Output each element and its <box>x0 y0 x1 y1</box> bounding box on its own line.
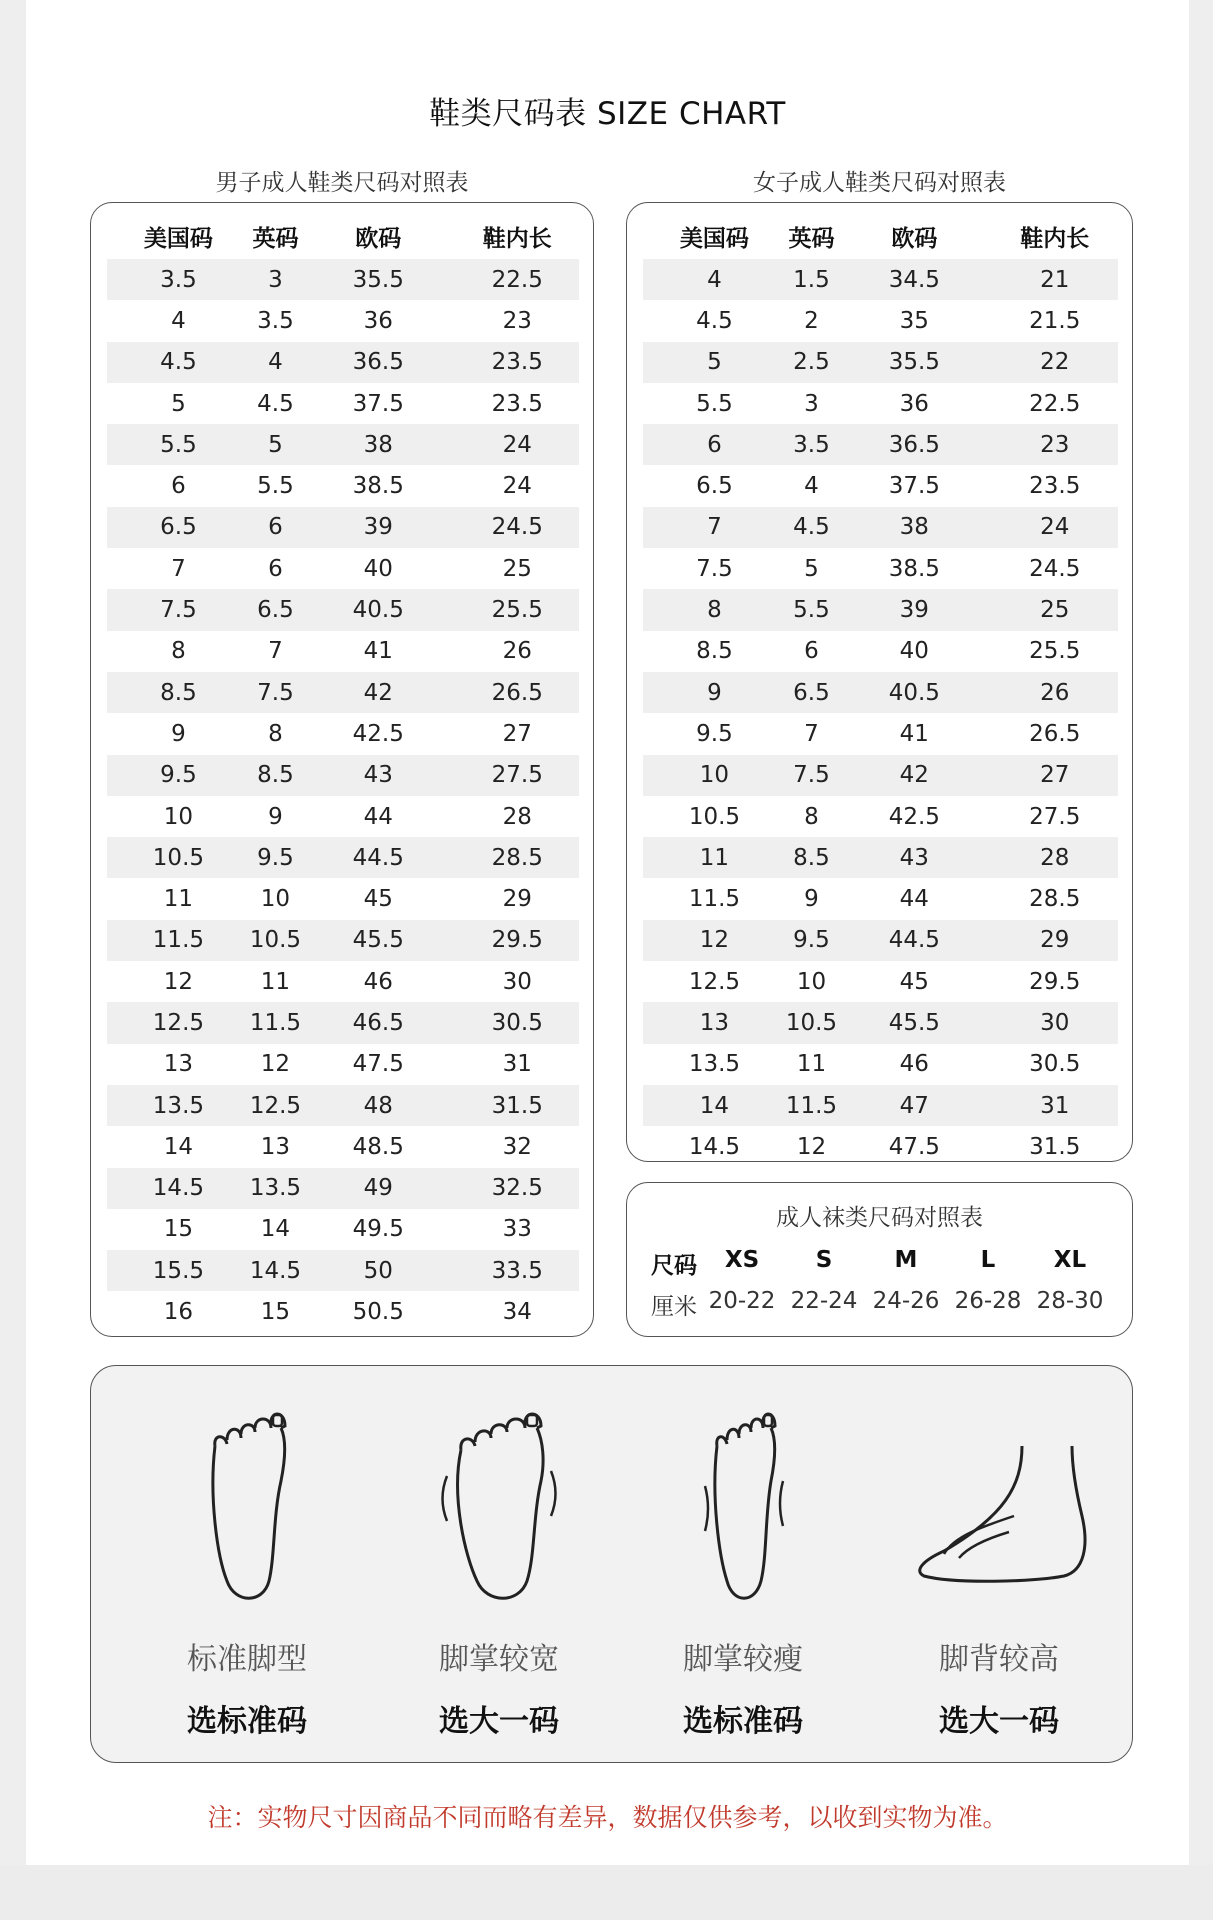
table-cell: 2 <box>804 307 819 334</box>
table-row <box>107 507 579 548</box>
socks-table-title: 成人袜类尺码对照表 <box>776 1205 983 1231</box>
table-cell: 5 <box>171 390 186 417</box>
table-row <box>643 259 1118 300</box>
table-cell: 30 <box>502 968 532 995</box>
table-cell: 11.5 <box>107 920 250 961</box>
foot-advice-label: 选标准码 <box>187 1704 307 1739</box>
disclaimer-note: 注：实物尺寸因商品不同而略有差异，数据仅供参考，以收到实物为准。 <box>207 1803 1008 1832</box>
socks-cm: 20-22 <box>708 1288 776 1314</box>
table-row <box>107 1209 579 1250</box>
table-cell: 34 <box>502 1299 532 1326</box>
table-cell: 6 <box>171 473 186 500</box>
table-cell: 6.5 <box>696 473 733 500</box>
table-cell: 7 <box>643 507 786 548</box>
table-cell: 26 <box>502 638 532 665</box>
table-cell: 29.5 <box>455 920 579 961</box>
table-cell: 23 <box>502 307 532 334</box>
table-cell: 40.5 <box>837 672 991 713</box>
table-cell: 34.5 <box>837 259 991 300</box>
table-cell: 13.5 <box>688 1051 741 1078</box>
table-cell: 2.5 <box>786 342 837 383</box>
table-row <box>643 713 1118 754</box>
table-cell: 7.5 <box>250 672 301 713</box>
table-cell: 39 <box>301 507 455 548</box>
table-row <box>643 961 1118 1002</box>
table-cell: 26.5 <box>1029 720 1081 747</box>
table-cell: 27.5 <box>1029 803 1081 830</box>
table-row <box>107 1044 579 1085</box>
table-row <box>643 1085 1118 1126</box>
table-cell: 28 <box>502 803 532 830</box>
table-cell: 1.5 <box>786 259 837 300</box>
table-cell: 8 <box>643 589 786 630</box>
table-cell: 29 <box>992 920 1118 961</box>
table-row <box>643 548 1118 589</box>
table-cell: 50.5 <box>352 1299 404 1326</box>
table-cell: 23.5 <box>455 342 579 383</box>
table-cell: 25.5 <box>455 589 579 630</box>
table-cell: 8.5 <box>786 837 837 878</box>
men-size-table <box>107 213 579 1333</box>
table-cell: 6 <box>268 555 283 582</box>
table-row <box>107 1291 579 1332</box>
table-cell: 31.5 <box>455 1085 579 1126</box>
table-cell: 14.5 <box>250 1250 301 1291</box>
table-cell: 38 <box>301 424 455 465</box>
table-cell: 3.5 <box>107 259 250 300</box>
table-cell: 11.5 <box>250 1002 301 1043</box>
table-cell: 12.5 <box>250 1085 301 1126</box>
table-cell: 10.5 <box>786 1002 837 1043</box>
table-cell: 13 <box>260 1133 291 1160</box>
table-cell: 36.5 <box>837 424 991 465</box>
table-cell: 9 <box>171 720 186 747</box>
table-cell: 4.5 <box>786 507 837 548</box>
foot-shape-guide <box>90 1365 1133 1763</box>
table-cell: 9.5 <box>107 755 250 796</box>
table-cell: 29 <box>502 886 532 913</box>
table-cell: 8.5 <box>696 638 733 665</box>
table-cell: 14.5 <box>107 1168 250 1209</box>
table-row <box>107 259 579 300</box>
foot-type-label: 标准脚型 <box>187 1642 307 1677</box>
table-cell: 10 <box>260 886 291 913</box>
table-cell: 43 <box>837 837 991 878</box>
men-panel <box>90 202 594 1337</box>
women-header-us: 美国码 <box>679 225 749 252</box>
socks-size: S <box>815 1247 833 1273</box>
table-row <box>107 878 579 919</box>
table-row <box>107 589 579 630</box>
table-cell: 16 <box>163 1299 194 1326</box>
left-margin <box>0 0 26 1920</box>
table-row <box>107 796 579 837</box>
size-chart-page <box>26 0 1189 1865</box>
table-cell: 37.5 <box>888 473 940 500</box>
table-cell: 12 <box>163 968 194 995</box>
table-cell: 6 <box>643 424 786 465</box>
table-cell: 13.5 <box>107 1085 250 1126</box>
table-cell: 7 <box>268 638 283 665</box>
table-cell: 41 <box>899 720 929 747</box>
table-row <box>643 1126 1118 1167</box>
table-cell: 42 <box>837 755 991 796</box>
table-row <box>643 424 1118 465</box>
table-cell: 40.5 <box>301 589 455 630</box>
narrow-foot-icon <box>683 1406 803 1606</box>
table-cell: 24 <box>992 507 1118 548</box>
table-cell: 3 <box>250 259 301 300</box>
table-row <box>107 755 579 796</box>
table-cell: 44.5 <box>837 920 991 961</box>
women-header-eu: 欧码 <box>891 225 938 252</box>
table-cell: 10 <box>643 755 786 796</box>
table-cell: 6.5 <box>107 507 250 548</box>
table-cell: 15 <box>163 1216 194 1243</box>
table-cell: 50 <box>301 1250 455 1291</box>
table-cell: 23.5 <box>1029 473 1081 500</box>
table-cell: 22 <box>992 342 1118 383</box>
table-cell: 40 <box>363 555 393 582</box>
table-cell: 44 <box>899 886 929 913</box>
table-cell: 23.5 <box>491 390 543 417</box>
table-cell: 7.5 <box>786 755 837 796</box>
women-header-uk: 英码 <box>788 225 835 252</box>
table-cell: 8 <box>804 803 819 830</box>
table-row <box>107 631 579 672</box>
bottom-strip <box>0 1865 1213 1920</box>
table-cell: 42.5 <box>352 720 404 747</box>
table-cell: 30.5 <box>455 1002 579 1043</box>
table-cell: 36 <box>899 390 929 417</box>
table-cell: 4 <box>804 473 819 500</box>
table-row <box>107 342 579 383</box>
table-row <box>643 589 1118 630</box>
table-row <box>107 300 579 341</box>
table-cell: 33.5 <box>455 1250 579 1291</box>
table-cell: 45.5 <box>301 920 455 961</box>
table-row <box>643 837 1118 878</box>
table-cell: 6 <box>804 638 819 665</box>
foot-narrow <box>643 1406 843 1740</box>
table-row <box>643 507 1118 548</box>
table-cell: 12 <box>260 1051 291 1078</box>
socks-cm: 28-30 <box>1036 1288 1104 1314</box>
table-cell: 11.5 <box>786 1085 837 1126</box>
table-cell: 42.5 <box>888 803 940 830</box>
table-cell: 47 <box>837 1085 991 1126</box>
table-cell: 9 <box>268 803 283 830</box>
table-cell: 13 <box>163 1051 194 1078</box>
table-cell: 28.5 <box>1029 886 1081 913</box>
table-cell: 13 <box>643 1002 786 1043</box>
table-cell: 12.5 <box>107 1002 250 1043</box>
table-row <box>107 920 579 961</box>
women-header-length: 鞋内长 <box>1020 225 1090 252</box>
table-cell: 5 <box>804 555 819 582</box>
socks-cm-row <box>651 1288 1111 1321</box>
table-cell: 6.5 <box>250 589 301 630</box>
table-row <box>643 342 1118 383</box>
table-row <box>107 1250 579 1291</box>
table-row <box>643 672 1118 713</box>
table-cell: 9.5 <box>786 920 837 961</box>
table-row <box>643 878 1118 919</box>
table-cell: 31 <box>992 1085 1118 1126</box>
table-cell: 36 <box>363 307 393 334</box>
table-cell: 48 <box>301 1085 455 1126</box>
table-cell: 8.5 <box>107 672 250 713</box>
table-cell: 36.5 <box>301 342 455 383</box>
table-cell: 31.5 <box>1029 1133 1081 1160</box>
table-cell: 3.5 <box>786 424 837 465</box>
table-cell: 13.5 <box>250 1168 301 1209</box>
table-row <box>107 424 579 465</box>
table-cell: 26.5 <box>455 672 579 713</box>
table-row <box>643 300 1118 341</box>
table-row <box>643 631 1118 672</box>
socks-size-row <box>651 1247 1111 1280</box>
table-row <box>643 755 1118 796</box>
table-cell: 49 <box>301 1168 455 1209</box>
table-cell: 14.5 <box>688 1133 741 1160</box>
foot-advice-label: 选大一码 <box>939 1704 1059 1739</box>
table-cell: 29.5 <box>1029 968 1081 995</box>
table-cell: 44 <box>363 803 393 830</box>
standard-foot-icon <box>187 1406 307 1606</box>
table-row <box>107 1085 579 1126</box>
table-cell: 30 <box>992 1002 1118 1043</box>
high-instep-foot-icon <box>904 1406 1094 1606</box>
table-cell: 28 <box>992 837 1118 878</box>
table-cell: 3 <box>804 390 819 417</box>
table-row <box>643 1002 1118 1043</box>
table-cell: 11.5 <box>688 886 741 913</box>
table-row <box>107 837 579 878</box>
table-cell: 14 <box>163 1133 194 1160</box>
socks-cm: 22-24 <box>790 1288 858 1314</box>
table-cell: 43 <box>301 755 455 796</box>
table-cell: 30.5 <box>1029 1051 1081 1078</box>
table-cell: 12 <box>643 920 786 961</box>
table-cell: 6.5 <box>786 672 837 713</box>
table-cell: 32.5 <box>455 1168 579 1209</box>
table-cell: 28.5 <box>455 837 579 878</box>
table-cell: 46.5 <box>301 1002 455 1043</box>
table-cell: 44.5 <box>301 837 455 878</box>
women-header-row <box>643 213 1118 259</box>
foot-type-label: 脚背较高 <box>939 1642 1059 1677</box>
table-row <box>107 672 579 713</box>
table-cell: 22.5 <box>1029 390 1081 417</box>
table-cell: 12.5 <box>688 968 741 995</box>
table-row <box>107 548 579 589</box>
table-cell: 48.5 <box>352 1133 404 1160</box>
table-cell: 27 <box>992 755 1118 796</box>
men-header-uk: 英码 <box>252 225 299 252</box>
table-cell: 24.5 <box>455 507 579 548</box>
table-cell: 4 <box>643 259 786 300</box>
table-cell: 38.5 <box>888 555 940 582</box>
table-cell: 8 <box>171 638 186 665</box>
table-cell: 10.5 <box>250 920 301 961</box>
foot-wide <box>399 1406 599 1740</box>
table-cell: 27.5 <box>455 755 579 796</box>
table-cell: 4 <box>250 342 301 383</box>
table-cell: 10 <box>163 803 194 830</box>
table-cell: 5.5 <box>696 390 733 417</box>
table-cell: 11 <box>163 886 194 913</box>
table-row <box>107 1002 579 1043</box>
table-cell: 25 <box>502 555 532 582</box>
table-cell: 45 <box>363 886 393 913</box>
table-cell: 39 <box>837 589 991 630</box>
foot-standard <box>147 1406 347 1740</box>
table-cell: 6 <box>250 507 301 548</box>
table-cell: 10.5 <box>688 803 741 830</box>
table-cell: 33 <box>502 1216 532 1243</box>
socks-panel <box>626 1182 1133 1337</box>
table-cell: 4.5 <box>107 342 250 383</box>
table-cell: 5.5 <box>107 424 250 465</box>
table-cell: 7 <box>171 555 186 582</box>
table-cell: 27 <box>502 720 532 747</box>
table-cell: 46 <box>363 968 393 995</box>
table-cell: 11 <box>260 968 291 995</box>
table-row <box>643 383 1118 424</box>
table-cell: 5 <box>643 342 786 383</box>
table-cell: 25.5 <box>1029 638 1081 665</box>
men-header-row <box>107 213 579 259</box>
socks-size: M <box>894 1247 918 1273</box>
women-table-body <box>643 259 1118 1168</box>
table-cell: 5.5 <box>257 473 294 500</box>
table-row <box>107 713 579 754</box>
table-cell: 38 <box>837 507 991 548</box>
page-title: 鞋类尺码表 SIZE CHART <box>429 96 786 132</box>
table-row <box>643 465 1118 506</box>
table-cell: 11 <box>643 837 786 878</box>
table-cell: 25 <box>992 589 1118 630</box>
table-cell: 4.5 <box>696 307 733 334</box>
table-cell: 35.5 <box>837 342 991 383</box>
table-cell: 21.5 <box>1029 307 1081 334</box>
men-table-body <box>107 259 579 1333</box>
table-cell: 9 <box>643 672 786 713</box>
men-header-us: 美国码 <box>143 225 213 252</box>
table-cell: 3.5 <box>257 307 294 334</box>
socks-size: XS <box>724 1247 760 1273</box>
table-cell: 9 <box>804 886 819 913</box>
table-row <box>107 383 579 424</box>
table-cell: 5 <box>250 424 301 465</box>
table-cell: 40 <box>899 638 929 665</box>
table-row <box>107 465 579 506</box>
women-size-table <box>643 213 1118 1168</box>
foot-type-label: 脚掌较宽 <box>439 1642 559 1677</box>
table-cell: 37.5 <box>352 390 404 417</box>
table-cell: 24.5 <box>1029 555 1081 582</box>
table-row <box>107 1168 579 1209</box>
table-cell: 9.5 <box>696 720 733 747</box>
table-cell: 45.5 <box>837 1002 991 1043</box>
right-margin <box>1189 0 1213 1920</box>
table-cell: 7.5 <box>107 589 250 630</box>
table-cell: 23 <box>992 424 1118 465</box>
table-cell: 31 <box>502 1051 532 1078</box>
table-cell: 46 <box>899 1051 929 1078</box>
table-cell: 10 <box>796 968 827 995</box>
table-cell: 7.5 <box>696 555 733 582</box>
table-cell: 32 <box>502 1133 532 1160</box>
table-cell: 41 <box>363 638 393 665</box>
table-cell: 11 <box>796 1051 827 1078</box>
table-cell: 24 <box>502 473 532 500</box>
table-cell: 8.5 <box>250 755 301 796</box>
table-cell: 45 <box>899 968 929 995</box>
table-row <box>643 920 1118 961</box>
men-header-eu: 欧码 <box>355 225 402 252</box>
foot-type-label: 脚掌较瘦 <box>683 1642 803 1677</box>
foot-high-instep <box>899 1406 1099 1740</box>
table-cell: 14 <box>643 1085 786 1126</box>
table-cell: 15.5 <box>107 1250 250 1291</box>
table-cell: 22.5 <box>455 259 579 300</box>
foot-advice-label: 选大一码 <box>439 1704 559 1739</box>
socks-size: XL <box>1053 1247 1087 1273</box>
men-header-length: 鞋内长 <box>482 225 552 252</box>
wide-foot-icon <box>439 1406 559 1606</box>
socks-cm: 26-28 <box>954 1288 1022 1314</box>
table-cell: 21 <box>992 259 1118 300</box>
foot-advice-label: 选标准码 <box>683 1704 803 1739</box>
table-cell: 24 <box>455 424 579 465</box>
table-row <box>107 961 579 1002</box>
table-cell: 12 <box>796 1133 827 1160</box>
women-table-title: 女子成人鞋类尺码对照表 <box>753 170 1006 196</box>
table-cell: 4 <box>171 307 186 334</box>
table-row <box>107 1126 579 1167</box>
table-cell: 8 <box>268 720 283 747</box>
socks-cm-label: 厘米 <box>651 1294 697 1320</box>
table-cell: 42 <box>301 672 455 713</box>
table-cell: 47.5 <box>888 1133 940 1160</box>
table-cell: 14 <box>260 1216 291 1243</box>
table-cell: 5.5 <box>786 589 837 630</box>
table-row <box>643 796 1118 837</box>
table-cell: 10.5 <box>107 837 250 878</box>
table-cell: 15 <box>260 1299 291 1326</box>
table-cell: 7 <box>804 720 819 747</box>
table-cell: 9.5 <box>250 837 301 878</box>
socks-size-label: 尺码 <box>651 1253 697 1279</box>
table-cell: 4.5 <box>257 390 294 417</box>
table-cell: 38.5 <box>352 473 404 500</box>
women-panel <box>626 202 1133 1162</box>
socks-cm: 24-26 <box>872 1288 940 1314</box>
men-table-title: 男子成人鞋类尺码对照表 <box>215 170 469 196</box>
table-cell: 49.5 <box>352 1216 404 1243</box>
table-cell: 35 <box>899 307 929 334</box>
socks-size: L <box>980 1247 996 1273</box>
table-cell: 47.5 <box>352 1051 404 1078</box>
table-cell: 35.5 <box>301 259 455 300</box>
table-row <box>643 1044 1118 1085</box>
table-cell: 26 <box>992 672 1118 713</box>
